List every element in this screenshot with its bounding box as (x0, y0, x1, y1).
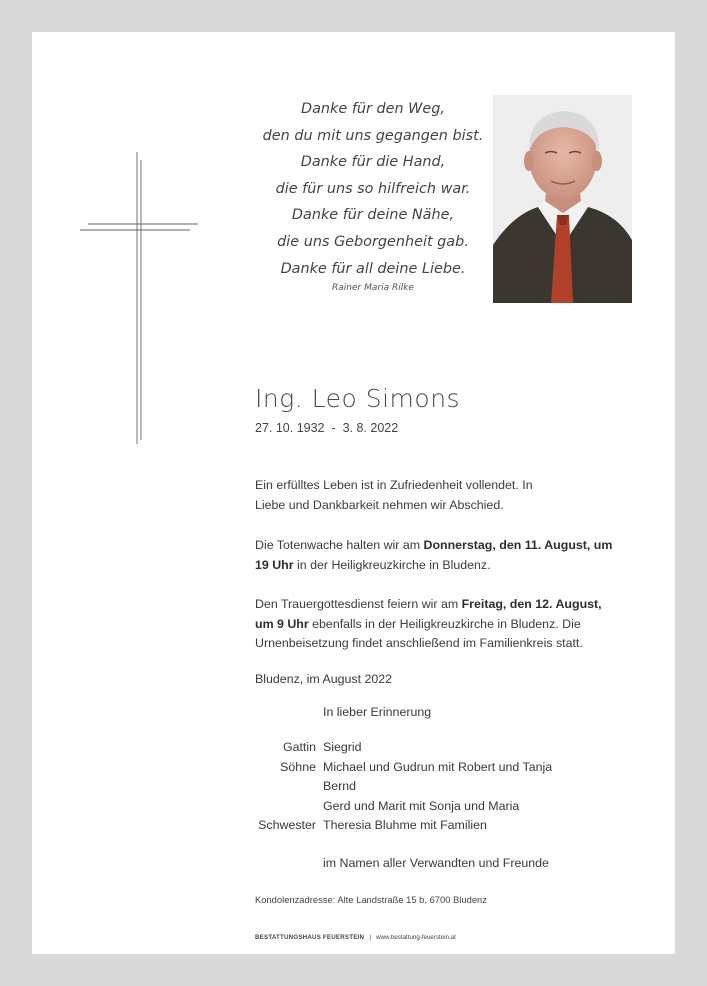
family-role: Schwester (258, 818, 316, 833)
service-text: Den Trauergottesdienst feiern wir am (255, 597, 462, 611)
poem (258, 96, 488, 294)
footer (255, 934, 456, 941)
family-member: Michael und Gudrun mit Robert und Tanja (323, 759, 553, 774)
family-member: Siegrid (323, 740, 362, 754)
place-date: Bludenz, im August 2022 (255, 672, 393, 686)
obituary-card (32, 32, 675, 954)
family-member: Gerd und Marit mit Sonja und Maria (323, 798, 520, 813)
poem-line: Danke für die Hand, (300, 154, 446, 171)
birth-date: 27. 10. 1932 (255, 421, 325, 435)
service-details: ebenfalls in der Heiligkreuzkirche in Bludenz. Die Urnenbeisetzung findet anschließend im Familienkreis statt. (255, 616, 583, 651)
funeral-home-url[interactable]: www.bestattung-feuerstein.at (376, 934, 456, 941)
funeral-home-name: BESTATTUNGSHAUS FEUERSTEIN (255, 934, 365, 941)
family-row (232, 816, 552, 836)
family-row (232, 758, 552, 817)
death-date: 3. 8. 2022 (342, 421, 399, 435)
poem-line: die uns Geborgenheit gab. (277, 233, 469, 250)
condolence-address: Kondolenzadresse: Alte Landstraße 15 b, 6700 Bludenz (255, 894, 487, 905)
wake-paragraph (255, 536, 615, 575)
deceased-name: Ing. Leo Simons (255, 384, 461, 413)
family-list (232, 738, 552, 836)
family-member: Bernd (323, 779, 357, 794)
family-member: Theresia Bluhme mit Familien (323, 818, 487, 833)
service-paragraph (255, 595, 617, 654)
intro-paragraph: Ein erfülltes Leben ist in Zufriedenheit vollendet. In Liebe und Dankbarkeit nehmen wir Abschied. (255, 478, 533, 512)
family-role: Gattin (282, 740, 316, 754)
cross-icon (80, 152, 198, 444)
family-row (232, 738, 552, 758)
wake-location: in der Heiligkreuzkirche in Bludenz. (293, 557, 491, 572)
poem-line: Danke für deine Nähe, (291, 207, 455, 224)
family-role: Söhne (280, 759, 316, 774)
life-dates: 27. 10. 1932 - 3. 8. 2022 (255, 421, 399, 435)
portrait-image (493, 95, 632, 303)
poem-author: Rainer Maria Rilke (332, 283, 414, 294)
poem-line: die für uns so hilfreich war. (275, 180, 471, 197)
memory-line: In lieber Erinnerung (323, 705, 432, 719)
poem-line: Danke für all deine Liebe. (280, 260, 466, 277)
portrait-photo (493, 95, 632, 303)
footer-separator: | (369, 934, 371, 941)
relatives-line: im Namen aller Verwandten und Freunde (323, 856, 549, 870)
wake-date: Donnerstag, den 11. August, um 19 Uhr (255, 538, 613, 572)
wake-text: Die Totenwache halten wir am (255, 538, 424, 552)
poem-line: Danke für den Weg, (301, 101, 445, 117)
poem-line: den du mit uns gegangen bist. (262, 127, 484, 144)
service-date: Freitag, den 12. August, um 9 Uhr (255, 597, 602, 631)
